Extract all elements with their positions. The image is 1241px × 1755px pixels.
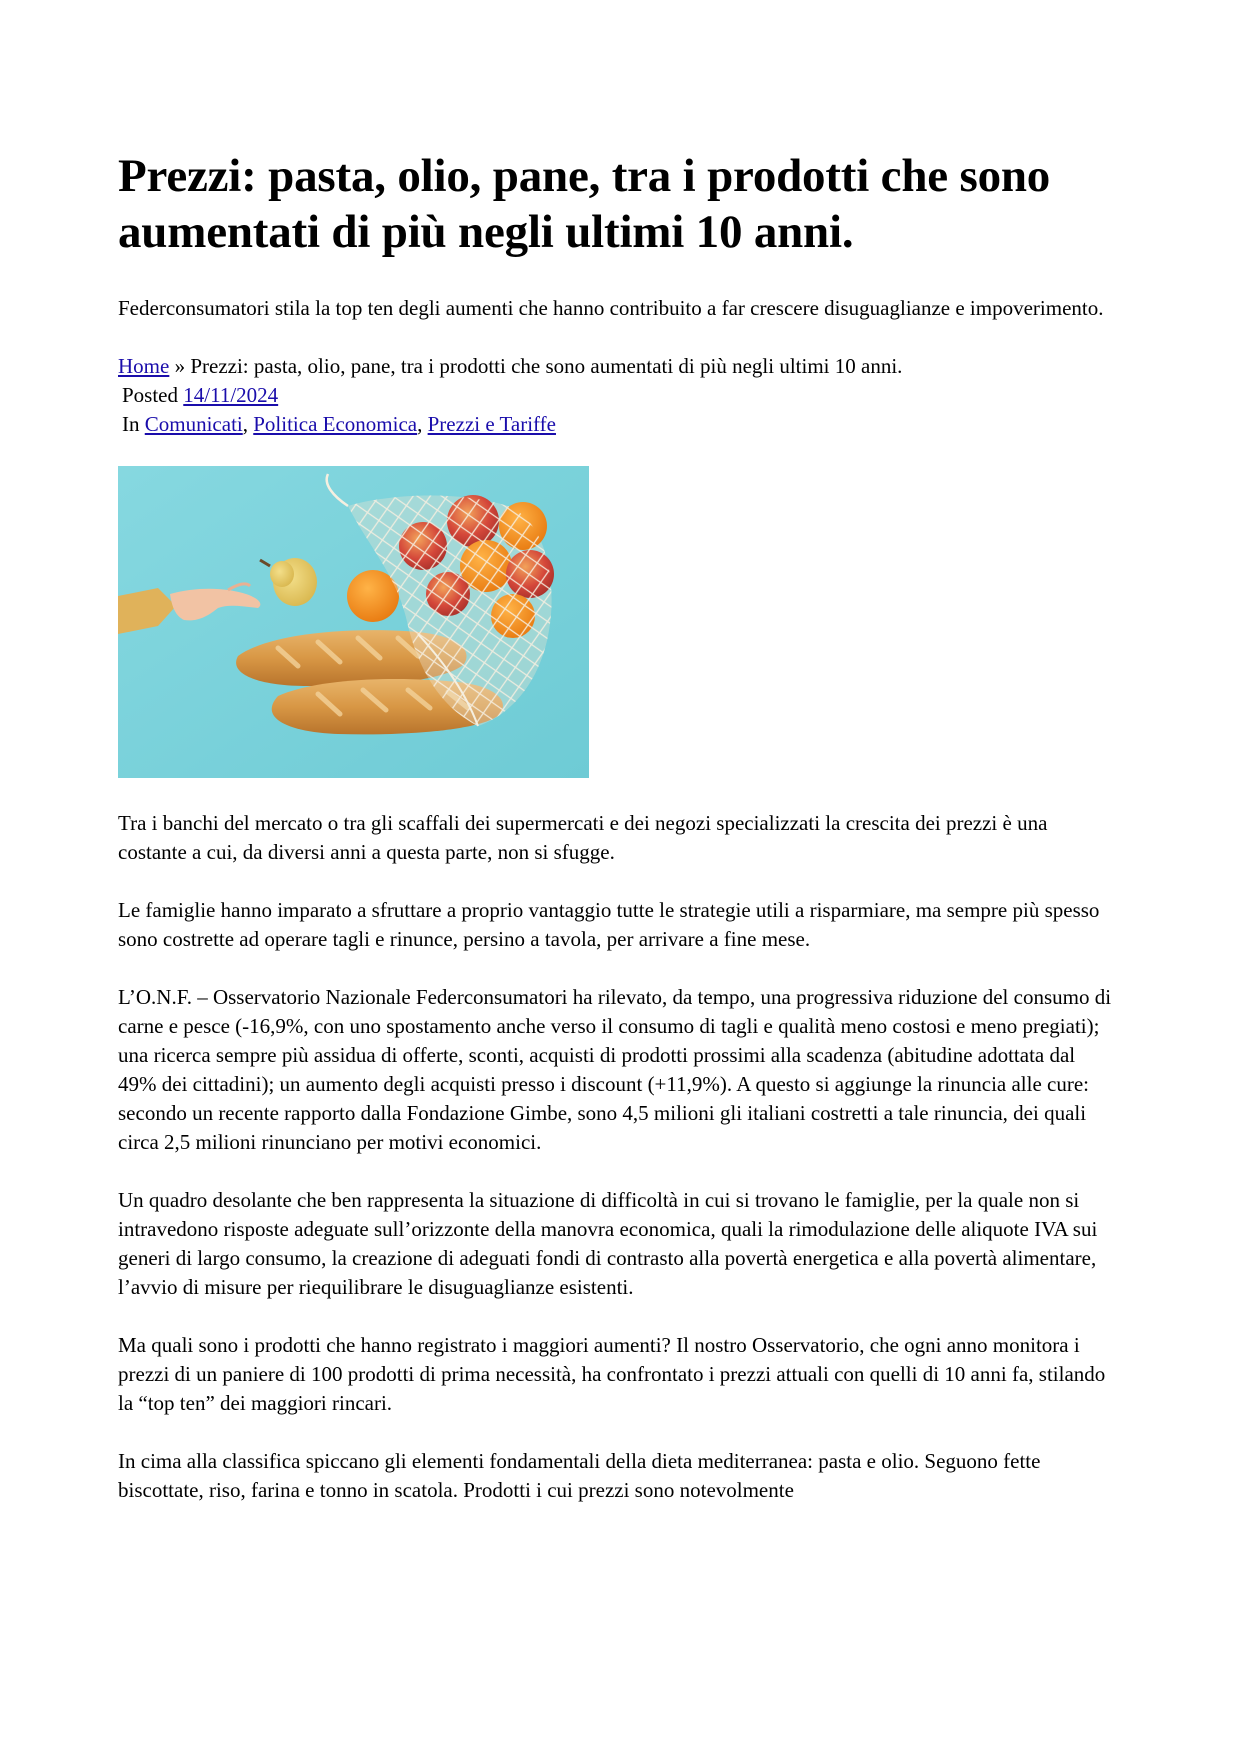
category-link-prezzi-e-tariffe[interactable]: Prezzi e Tariffe (427, 412, 556, 436)
article-body (118, 809, 1118, 1534)
breadcrumb (118, 352, 1128, 381)
post-categories-line (122, 410, 556, 439)
article-paragraph: Ma quali sono i prodotti che hanno registrato i maggiori aumenti? Il nostro Osservatorio, che ogni anno monitora i prezzi di un paniere di 100 prodotti di prima necessità, ha confrontato i prezzi attuali con quelli di 10 anni fa, stilando la “top ten” dei maggiori rincari. (118, 1333, 1106, 1415)
article-title: Prezzi: pasta, olio, pane, tra i prodotti che sono aumentati di più negli ultimi 10 anni. (118, 150, 1051, 258)
posted-label: Posted (122, 383, 184, 407)
in-label: In (122, 412, 145, 436)
category-link-comunicati[interactable]: Comunicati (144, 412, 243, 436)
article-paragraph: Le famiglie hanno imparato a sfruttare a proprio vantaggio tutte le strategie utili a risparmiare, ma sempre più spesso sono costrette ad operare tagli e rinunce, persino a tavola, per arrivare a fine mese. (118, 898, 1100, 951)
post-date-line (122, 381, 278, 410)
article-paragraph: In cima alla classifica spiccano gli elementi fondamentali della dieta mediterranea: pasta e olio. Seguono fette biscottate, riso, farina e tonno in scatola. Prodotti i cui prezzi sono notevolmente (118, 1449, 1041, 1502)
category-separator: , (242, 412, 254, 436)
article-paragraph: L’O.N.F. – Osservatorio Nazionale Federconsumatori ha rilevato, da tempo, una progressiva riduzione del consumo di carne e pesce (-16,9%, con uno spostamento anche verso il consumo di tagli e qualità meno costosi e meno pregiati); una ricerca sempre più assidua di offerte, sconti, acquisti di prodotti prossimi alla scadenza (abitudine adottata dal 49% dei cittadini); un aumento degli acquisti presso i discount (+11,9%). A questo si aggiunge la rinuncia alle cure: secondo un recente rapporto dalla Fondazione Gimbe, sono 4,5 milioni gli italiani costretti a tale rinuncia, dei quali circa 2,5 milioni rinunciano per motivi economici. (118, 985, 1112, 1154)
breadcrumb-home-link[interactable]: Home (118, 354, 170, 378)
post-date-link[interactable]: 14/11/2024 (183, 383, 279, 407)
category-link-politica-economica[interactable]: Politica Economica (253, 412, 418, 436)
breadcrumb-separator: » (169, 354, 191, 378)
article-paragraph: Tra i banchi del mercato o tra gli scaffali dei supermercati e dei negozi specializzati la crescita dei prezzi è una costante a cui, da diversi anni a questa parte, non si sfugge. (118, 811, 1048, 864)
article-paragraph: Un quadro desolante che ben rappresenta la situazione di difficoltà in cui si trovano le famiglie, per la quale non si intravedono risposte adeguate sull’orizzonte della manovra economica, quali la rimodulazione delle aliquote IVA sui generi di largo consumo, la creazione di adeguati fondi di contrasto alla povertà energetica e alla povertà alimentare, l’avvio di misure per riequilibrare le disuguaglianze esistenti. (118, 1188, 1098, 1299)
article-subtitle: Federconsumatori stila la top ten degli aumenti che hanno contribuito a far crescere disuguaglianze e impoverimento. (118, 296, 1104, 320)
article-photo-groceries (118, 466, 589, 778)
groceries-illustration (118, 466, 589, 778)
breadcrumb-current: Prezzi: pasta, olio, pane, tra i prodotti che sono aumentati di più negli ultimi 10 anni. (190, 354, 903, 378)
category-separator: , (417, 412, 428, 436)
